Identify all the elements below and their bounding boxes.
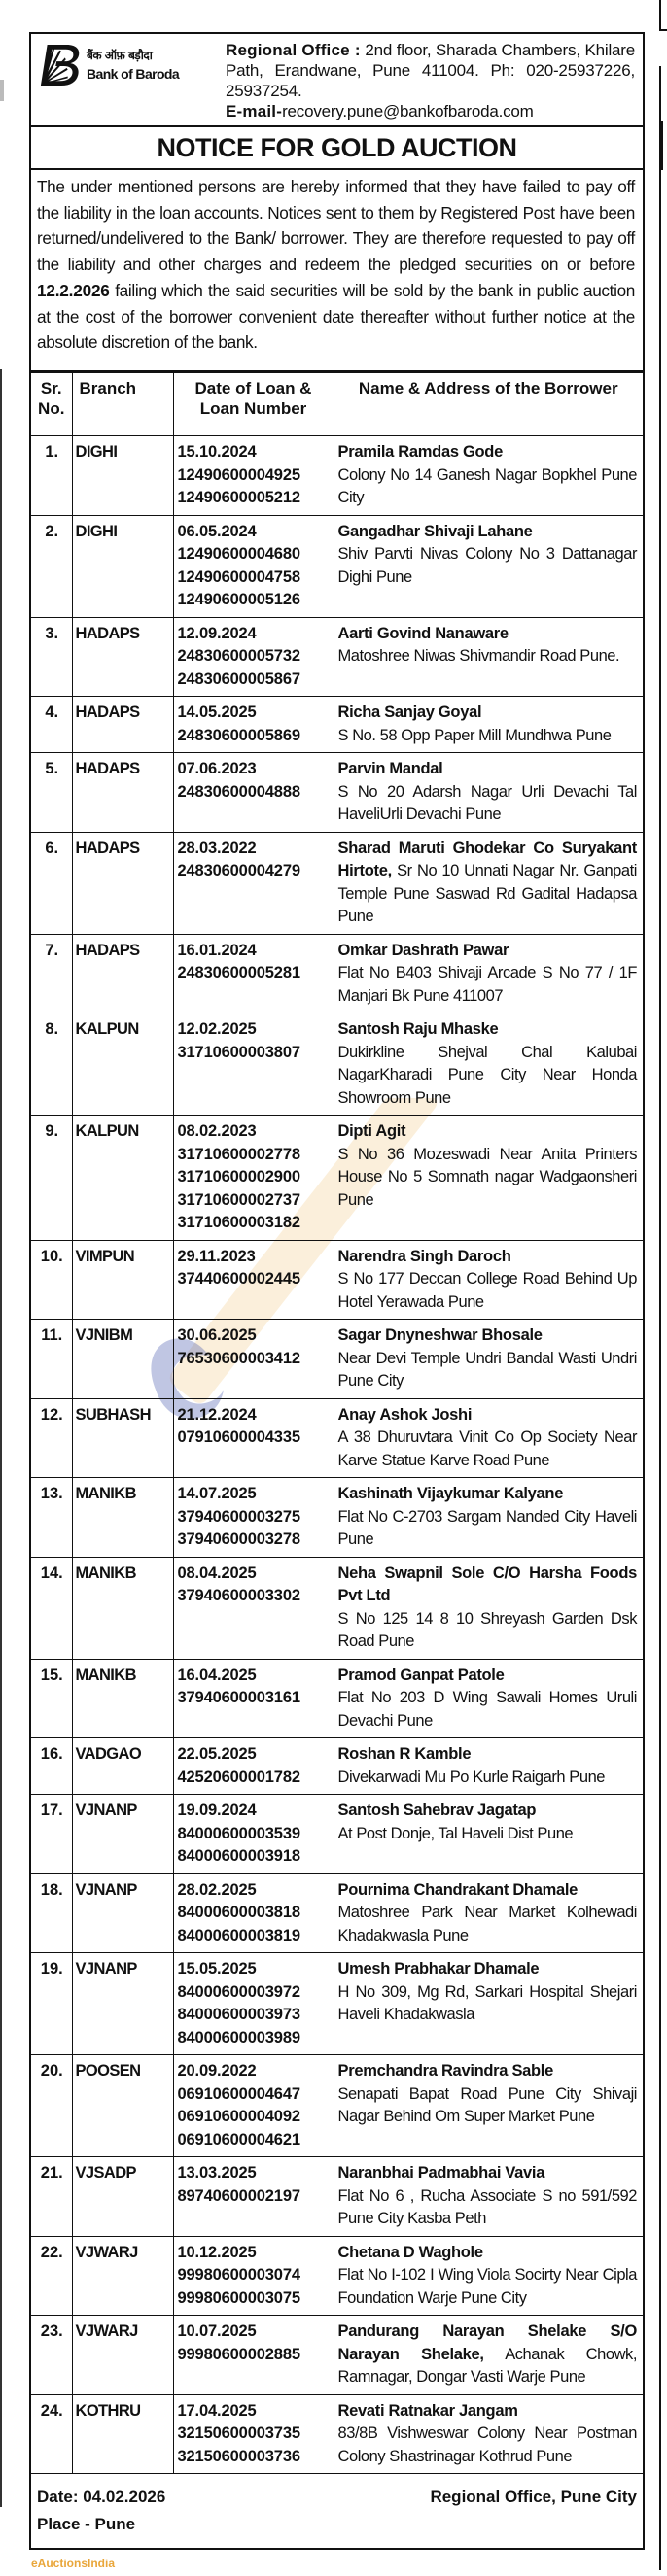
loan-date: 20.09.2022 <box>177 2062 257 2079</box>
row-branch: MANIKB <box>72 1659 173 1738</box>
row-branch: DIGHI <box>72 436 173 516</box>
row-sr-no: 4. <box>31 697 72 753</box>
header-date-loan: Date of Loan & Loan Number <box>173 373 334 436</box>
row-branch: KALPUN <box>72 1013 173 1116</box>
row-name-address <box>334 1873 643 1953</box>
loan-number: 99980600003075 <box>177 2288 300 2307</box>
loan-number: 89740600002197 <box>177 2186 300 2205</box>
row-branch: HADAPS <box>72 697 173 753</box>
table-header-row <box>31 373 643 436</box>
loan-number: 84000600003918 <box>177 1847 300 1865</box>
loan-date: 28.02.2025 <box>177 1880 257 1899</box>
row-sr-no: 2. <box>31 515 72 617</box>
loan-number: 84000600003539 <box>177 1824 300 1842</box>
row-date-loan <box>173 2055 334 2157</box>
borrower-address: 83/8B Vishweswar Colony Near Postman Colony Shastrinagar Kothrud Pune <box>337 2424 637 2465</box>
row-date-loan <box>173 1795 334 1874</box>
row-date-loan <box>173 1240 334 1320</box>
loan-date: 15.10.2024 <box>177 443 257 461</box>
loan-date: 15.05.2025 <box>177 1960 257 1977</box>
borrower-table <box>31 372 643 2474</box>
row-sr-no: 9. <box>31 1116 72 1241</box>
loan-number: 37940600003275 <box>177 1507 300 1526</box>
row-name-address <box>334 1953 643 2055</box>
borrower-name: Umesh Prabhakar Dhamale <box>337 1960 540 1977</box>
row-date-loan <box>173 832 334 934</box>
row-branch: MANIKB <box>72 1557 173 1659</box>
loan-number: 37940600003161 <box>177 1689 300 1706</box>
borrower-name: Parvin Mandal <box>337 760 443 777</box>
borrower-name: Sagar Dnyneshwar Bhosale <box>337 1326 543 1344</box>
borrower-address: Matoshree Niwas Shivmandir Road Pune. <box>337 647 620 665</box>
right-column-edge <box>659 0 667 2576</box>
row-name-address <box>334 2394 643 2474</box>
loan-number: 31710600003807 <box>177 1043 300 1061</box>
row-name-address <box>334 1398 643 1478</box>
row-branch: DIGHI <box>72 515 173 617</box>
loan-number: 32150600003736 <box>177 2447 300 2465</box>
borrower-address: Sr No 10 Unnati Nagar Nr. Ganpati Temple Pune Saswad Rd Gadital Hadapsa Pune <box>337 862 637 925</box>
row-name-address <box>334 934 643 1013</box>
row-name-address <box>334 697 643 753</box>
table-row <box>31 1240 643 1320</box>
watermark-text: eAuctionsIndia <box>31 2557 116 2570</box>
borrower-name: Revati Ratnakar Jangam <box>337 2401 518 2420</box>
borrower-address: A 38 Dhuruvtara Vinit Co Op Society Near Karve Statue Karve Road Pune <box>337 1428 637 1469</box>
row-name-address <box>334 1795 643 1874</box>
loan-date: 12.09.2024 <box>177 624 257 642</box>
notice-footer <box>31 2474 643 2548</box>
loan-number: 37440600002445 <box>177 1270 300 1288</box>
loan-number: 24830600005732 <box>177 647 300 665</box>
row-name-address <box>334 1738 643 1795</box>
row-sr-no: 10. <box>31 1240 72 1320</box>
table-row <box>31 2157 643 2237</box>
borrower-name: Pramod Ganpat Patole <box>337 1666 505 1684</box>
row-date-loan <box>173 1320 334 1399</box>
borrower-address: H No 309, Mg Rd, Sarkari Hospital Shejari Haveli Khadakwasla <box>337 1982 637 2023</box>
table-row <box>31 1953 643 2055</box>
borrower-address: Flat No 6 , Rucha Associate S no 591/592 Pune City Kasba Peth <box>337 2186 637 2227</box>
row-sr-no: 15. <box>31 1659 72 1738</box>
loan-number: 37940600003278 <box>177 1530 300 1548</box>
deadline-date: 12.2.2026 <box>37 280 110 300</box>
borrower-name: Chetana D Waghole <box>337 2243 483 2261</box>
logo-english-text: Bank of Baroda <box>87 66 180 82</box>
borrower-address: At Post Donje, Tal Haveli Dist Pune <box>337 1824 574 1842</box>
loan-number: 31710600003182 <box>177 1214 300 1231</box>
edge-rule <box>659 66 667 2570</box>
loan-number: 24830600005281 <box>177 964 300 981</box>
row-branch: VJWARJ <box>72 2236 173 2316</box>
row-name-address <box>334 2055 643 2157</box>
row-branch: KALPUN <box>72 1116 173 1241</box>
row-date-loan <box>173 515 334 617</box>
row-name-address <box>334 1659 643 1738</box>
row-sr-no: 5. <box>31 753 72 833</box>
borrower-address: S No 20 Adarsh Nagar Urli Devachi Tal HaveliUrli Devachi Pune <box>337 782 637 823</box>
borrower-address: Near Devi Temple Undri Bandal Wasti Undri Pune City <box>337 1349 637 1390</box>
loan-number: 84000600003818 <box>177 1904 300 1921</box>
notice-title: NOTICE FOR GOLD AUCTION <box>31 127 643 170</box>
notice-body <box>31 170 643 372</box>
header-name-address: Name & Address of the Borrower <box>334 373 643 436</box>
row-branch: HADAPS <box>72 832 173 934</box>
table-row <box>31 1738 643 1795</box>
borrower-name: Santosh Sahebrav Jagatap <box>337 1802 537 1819</box>
row-name-address <box>334 436 643 516</box>
loan-date: 17.04.2025 <box>177 2401 257 2420</box>
row-branch: POOSEN <box>72 2055 173 2157</box>
header-sr-no: Sr. No. <box>31 373 72 436</box>
row-date-loan <box>173 1478 334 1558</box>
edge-fragment <box>0 80 4 101</box>
loan-number: 99980600002885 <box>177 2345 300 2363</box>
row-sr-no: 24. <box>31 2394 72 2474</box>
row-date-loan <box>173 1398 334 1478</box>
row-sr-no: 22. <box>31 2236 72 2316</box>
edge-rule <box>0 369 2 2507</box>
borrower-address: Flat No I-102 I Wing Viola Socirty Near Cipla Foundation Warje Pune City <box>337 2266 637 2307</box>
notice-date: Date: 04.02.2026 <box>37 2488 166 2506</box>
row-name-address <box>334 1116 643 1241</box>
row-date-loan <box>173 1659 334 1738</box>
borrower-address: Shiv Parvti Nivas Colony No 3 Dattanagar Dighi Pune <box>337 545 637 586</box>
row-name-address <box>334 1320 643 1399</box>
row-date-loan <box>173 2157 334 2237</box>
row-branch: VJNANP <box>72 1795 173 1874</box>
table-row <box>31 2236 643 2316</box>
loan-date: 16.04.2025 <box>177 1666 257 1684</box>
row-branch: HADAPS <box>72 753 173 833</box>
row-date-loan <box>173 1738 334 1795</box>
borrower-name: Aarti Govind Nanaware <box>337 624 509 642</box>
row-branch: VJNANP <box>72 1953 173 2055</box>
row-branch: VADGAO <box>72 1738 173 1795</box>
loan-number: 32150600003735 <box>177 2424 300 2442</box>
table-row <box>31 832 643 934</box>
borrower-name: Pandurang Narayan Shelake S/O Narayan Shelake, <box>337 2322 637 2363</box>
row-name-address <box>334 2236 643 2316</box>
row-sr-no: 13. <box>31 1478 72 1558</box>
row-name-address <box>334 753 643 833</box>
row-date-loan <box>173 1557 334 1659</box>
loan-date: 14.07.2025 <box>177 1485 257 1502</box>
borrower-address: Divekarwadi Mu Po Kurle Raigarh Pune <box>337 1768 606 1786</box>
office-address: 2nd floor, Sharada Chambers, Khilare Path, Erandwane, Pune 411004. Ph: 020-25937226, 25937254. <box>226 41 635 100</box>
row-branch: SUBHASH <box>72 1398 173 1478</box>
loan-number: 24830600005869 <box>177 726 300 744</box>
header-branch: Branch <box>72 373 173 436</box>
regional-office-address <box>222 34 643 125</box>
notice-text-before: The under mentioned persons are hereby informed that they have failed to pay off the liability in the loan accounts. Notices sent to them by Registered Post have been returned/undelivered to the Bank/ borrower. They are therefore requested to pay off the liability and other charges and redeem the pledged securities on or before <box>37 177 635 275</box>
row-branch: VJNIBM <box>72 1320 173 1399</box>
row-name-address <box>334 1557 643 1659</box>
row-date-loan <box>173 436 334 516</box>
loan-number: 24830600005867 <box>177 670 300 688</box>
loan-number: 31710600002900 <box>177 1168 300 1185</box>
row-sr-no: 14. <box>31 1557 72 1659</box>
table-row <box>31 436 643 516</box>
borrower-address: S No 36 Mozeswadi Near Anita Printers House No 5 Somnath nagar Wadgaonsheri Pune <box>337 1145 637 1209</box>
table-row <box>31 934 643 1013</box>
loan-date: 06.05.2024 <box>177 522 257 540</box>
borrower-name: Premchandra Ravindra Sable <box>337 2062 553 2079</box>
loan-number: 24830600004279 <box>177 862 300 879</box>
loan-date: 30.06.2025 <box>177 1326 257 1344</box>
row-branch: VIMPUN <box>72 1240 173 1320</box>
borrower-name: Narendra Singh Daroch <box>337 1247 511 1265</box>
borrower-address: S No. 58 Opp Paper Mill Mundhwa Pune <box>337 726 612 744</box>
borrower-name: Gangadhar Shivaji Lahane <box>337 522 533 540</box>
row-sr-no: 11. <box>31 1320 72 1399</box>
row-sr-no: 6. <box>31 832 72 934</box>
row-branch: HADAPS <box>72 617 173 697</box>
signatory: Regional Office, Pune City <box>430 2488 637 2506</box>
row-branch: VJWARJ <box>72 2316 173 2395</box>
loan-number: 12490600005212 <box>177 489 300 506</box>
loan-date: 22.05.2025 <box>177 1745 257 1763</box>
loan-number: 12490600004680 <box>177 545 300 563</box>
row-branch: VJSADP <box>72 2157 173 2237</box>
row-branch: VJNANP <box>72 1873 173 1953</box>
row-date-loan <box>173 1116 334 1241</box>
borrower-name: Naranbhai Padmabhai Vavia <box>337 2164 545 2181</box>
loan-number: 31710600002737 <box>177 1190 300 1209</box>
loan-number: 84000600003819 <box>177 1926 300 1944</box>
row-date-loan <box>173 934 334 1013</box>
table-row <box>31 2394 643 2474</box>
row-sr-no: 8. <box>31 1013 72 1116</box>
borrower-name: Pramila Ramdas Gode <box>337 443 503 461</box>
loan-date: 29.11.2023 <box>177 1247 256 1265</box>
loan-number: 99980600003074 <box>177 2266 300 2284</box>
row-name-address <box>334 617 643 697</box>
loan-number: 84000600003989 <box>177 2028 300 2046</box>
loan-date: 14.05.2025 <box>177 704 257 721</box>
row-sr-no: 16. <box>31 1738 72 1795</box>
row-date-loan <box>173 697 334 753</box>
row-sr-no: 7. <box>31 934 72 1013</box>
table-row <box>31 1013 643 1116</box>
borrower-address: Matoshree Park Near Market Kolhewadi Khadakwasla Pune <box>337 1904 637 1944</box>
loan-date: 19.09.2024 <box>177 1802 257 1819</box>
row-sr-no: 17. <box>31 1795 72 1874</box>
table-row <box>31 2316 643 2395</box>
loan-date: 16.01.2024 <box>177 941 257 959</box>
row-date-loan <box>173 2236 334 2316</box>
row-name-address <box>334 515 643 617</box>
loan-date: 28.03.2022 <box>177 839 257 857</box>
loan-number: 06910600004092 <box>177 2108 300 2125</box>
email-address: recovery.pune@bankofbaroda.com <box>282 102 534 120</box>
borrower-address: Colony No 14 Ganesh Nagar Bopkhel Pune City <box>337 465 637 506</box>
row-branch: MANIKB <box>72 1478 173 1558</box>
table-row <box>31 617 643 697</box>
loan-date: 08.04.2025 <box>177 1563 257 1582</box>
baroda-sun-icon <box>39 43 82 87</box>
row-sr-no: 21. <box>31 2157 72 2237</box>
row-date-loan <box>173 1013 334 1116</box>
row-name-address <box>334 1013 643 1116</box>
borrower-name: Pournima Chandrakant Dhamale <box>337 1880 578 1899</box>
row-sr-no: 19. <box>31 1953 72 2055</box>
row-branch: HADAPS <box>72 934 173 1013</box>
borrower-name: Anay Ashok Joshi <box>337 1405 473 1424</box>
office-label: Regional Office : <box>226 41 361 59</box>
borrower-address: Dukirkline Shejval Chal Kalubai NagarKharadi Pune City Near Honda Showroom Pune <box>337 1043 637 1107</box>
row-name-address <box>334 832 643 934</box>
row-date-loan <box>173 617 334 697</box>
borrower-address: S No 177 Deccan College Road Behind Up Hotel Yerawada Pune <box>337 1270 637 1311</box>
table-row <box>31 1478 643 1558</box>
edge-fragment <box>659 121 663 170</box>
row-sr-no: 12. <box>31 1398 72 1478</box>
loan-date: 07.06.2023 <box>177 760 257 777</box>
borrower-address: Flat No B403 Shivaji Arcade S No 77 / 1F Manjari Bk Pune 411007 <box>337 964 637 1005</box>
loan-number: 12490600005126 <box>177 591 300 608</box>
loan-number: 12490600004758 <box>177 567 300 586</box>
row-sr-no: 23. <box>31 2316 72 2395</box>
table-row <box>31 1795 643 1874</box>
borrower-name: Sharad Maruti Ghodekar Co Suryakant Hirtote, <box>337 839 637 879</box>
loan-number: 12490600004925 <box>177 465 300 484</box>
row-sr-no: 3. <box>31 617 72 697</box>
row-name-address <box>334 1478 643 1558</box>
loan-number: 42520600001782 <box>177 1768 300 1786</box>
borrower-name: Richa Sanjay Goyal <box>337 704 482 721</box>
loan-number: 07910600004335 <box>177 1428 300 1446</box>
bank-logo <box>31 34 222 87</box>
borrower-name: Neha Swapnil Sole C/O Harsha Foods Pvt Ltd <box>337 1563 637 1604</box>
left-column-edge <box>0 0 8 2576</box>
borrower-name: Santosh Raju Mhaske <box>337 1020 499 1038</box>
row-branch: KOTHRU <box>72 2394 173 2474</box>
loan-date: 13.03.2025 <box>177 2164 257 2181</box>
borrower-table-body <box>31 436 643 2474</box>
row-sr-no: 1. <box>31 436 72 516</box>
table-row <box>31 1659 643 1738</box>
row-date-loan <box>173 1873 334 1953</box>
table-row <box>31 2055 643 2157</box>
edge-fragment <box>659 0 667 31</box>
loan-number: 76530600003412 <box>177 1349 300 1367</box>
row-date-loan <box>173 753 334 833</box>
loan-date: 10.12.2025 <box>177 2243 257 2261</box>
notice-place: Place - Pune <box>37 2515 136 2533</box>
borrower-name: Roshan R Kamble <box>337 1745 472 1763</box>
borrower-address: Flat No 203 D Wing Sawali Homes Uruli Devachi Pune <box>337 1689 637 1730</box>
row-sr-no: 20. <box>31 2055 72 2157</box>
table-row <box>31 697 643 753</box>
table-row <box>31 1398 643 1478</box>
table-row <box>31 753 643 833</box>
notice-header <box>31 34 643 127</box>
email-label: E-mail- <box>226 102 283 120</box>
row-name-address <box>334 1240 643 1320</box>
borrower-name: Kashinath Vijaykumar Kalyane <box>337 1485 564 1502</box>
row-name-address <box>334 2157 643 2237</box>
loan-date: 21.12.2024 <box>177 1405 257 1424</box>
row-name-address <box>334 2316 643 2395</box>
logo-hindi-text: बैंक ऑफ़ बड़ौदा <box>87 49 153 62</box>
loan-date: 08.02.2023 <box>177 1122 257 1140</box>
row-date-loan <box>173 2394 334 2474</box>
borrower-name: Dipti Agit <box>337 1122 406 1140</box>
table-row <box>31 1873 643 1953</box>
borrower-name: Omkar Dashrath Pawar <box>337 941 509 959</box>
table-row <box>31 515 643 617</box>
row-sr-no: 18. <box>31 1873 72 1953</box>
loan-date: 12.02.2025 <box>177 1020 257 1038</box>
notice-text-after: failing which the said securities will be sold by the bank in public auction at the cost of the borrower convenient date thereafter without further notice at the absolute discretion of the bank. <box>37 280 635 353</box>
borrower-address: Flat No C-2703 Sargam Nanded City Haveli Pune <box>337 1507 637 1548</box>
borrower-address: Senapati Bapat Road Pune City Shivaji Nagar Behind Om Super Market Pune <box>337 2084 637 2125</box>
table-row <box>31 1557 643 1659</box>
loan-number: 37940600003302 <box>177 1587 300 1604</box>
row-date-loan <box>173 2316 334 2395</box>
row-date-loan <box>173 1953 334 2055</box>
loan-number: 06910600004621 <box>177 2130 300 2148</box>
auction-notice <box>29 32 645 2550</box>
table-row <box>31 1116 643 1241</box>
loan-number: 84000600003973 <box>177 2006 300 2023</box>
loan-date: 10.07.2025 <box>177 2322 257 2340</box>
loan-number: 06910600004647 <box>177 2084 300 2103</box>
loan-number: 31710600002778 <box>177 1145 300 1163</box>
borrower-address: S No 125 14 8 10 Shreyash Garden Dsk Road Pune <box>337 1609 637 1650</box>
loan-number: 24830600004888 <box>177 782 300 801</box>
loan-number: 84000600003972 <box>177 1982 300 2001</box>
borrower-address: Achanak Chowk, Ramnagar, Dongar Vasti Warje Pune <box>337 2345 637 2386</box>
table-row <box>31 1320 643 1399</box>
